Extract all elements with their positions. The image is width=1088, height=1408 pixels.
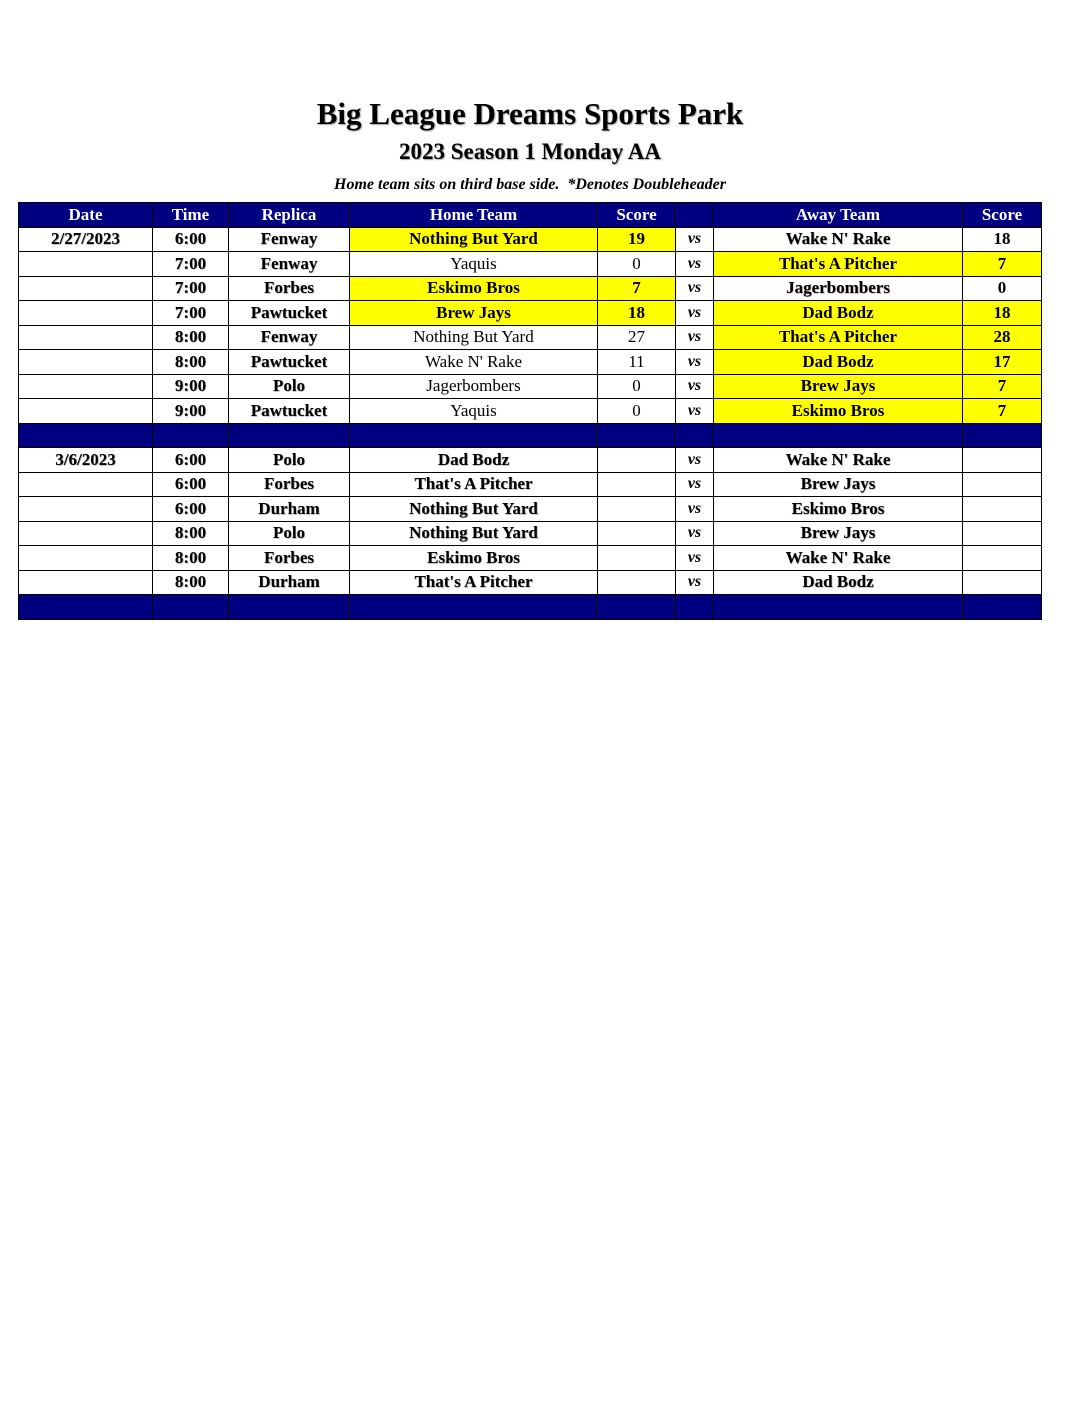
home-team: Eskimo Bros (350, 546, 598, 571)
home-team: Nothing But Yard (350, 521, 598, 546)
home-score: 19 (598, 227, 676, 252)
home-score (598, 472, 676, 497)
away-score: 18 (963, 301, 1042, 326)
vs-label: vs (676, 497, 714, 522)
away-score (963, 472, 1042, 497)
separator-cell (598, 595, 676, 620)
away-score: 7 (963, 374, 1042, 399)
game-date (19, 521, 153, 546)
game-time: 6:00 (153, 497, 229, 522)
separator-cell (350, 595, 598, 620)
away-team: Eskimo Bros (714, 399, 963, 424)
game-row (19, 325, 1042, 350)
home-score: 0 (598, 399, 676, 424)
date-separator-row (19, 595, 1042, 620)
home-score (598, 570, 676, 595)
home-score (598, 521, 676, 546)
home-team: Jagerbombers (350, 374, 598, 399)
vs-label: vs (676, 325, 714, 350)
separator-cell (676, 423, 714, 448)
game-date (19, 399, 153, 424)
game-row (19, 227, 1042, 252)
game-time: 8:00 (153, 570, 229, 595)
page-title: Big League Dreams Sports Park (316, 96, 744, 131)
col-header-date: Date (19, 203, 153, 228)
separator-cell (350, 423, 598, 448)
home-team: Yaquis (350, 399, 598, 424)
home-score: 7 (598, 276, 676, 301)
home-score: 18 (598, 301, 676, 326)
game-row (19, 399, 1042, 424)
home-team: Nothing But Yard (350, 325, 598, 350)
game-date (19, 325, 153, 350)
away-score (963, 497, 1042, 522)
game-time: 7:00 (153, 276, 229, 301)
game-row (19, 350, 1042, 375)
vs-label: vs (676, 374, 714, 399)
vs-label: vs (676, 350, 714, 375)
col-header-vs (676, 203, 714, 228)
field-replica: Fenway (229, 325, 350, 350)
away-team: That's A Pitcher (714, 252, 963, 277)
separator-cell (714, 423, 963, 448)
game-time: 7:00 (153, 252, 229, 277)
game-date (19, 472, 153, 497)
away-score (963, 521, 1042, 546)
separator-cell (19, 595, 153, 620)
away-team: Dad Bodz (714, 350, 963, 375)
separator-cell (229, 423, 350, 448)
game-date (19, 276, 153, 301)
game-row (19, 252, 1042, 277)
game-row (19, 521, 1042, 546)
game-time: 9:00 (153, 399, 229, 424)
vs-label: vs (676, 472, 714, 497)
away-score: 28 (963, 325, 1042, 350)
home-score: 0 (598, 374, 676, 399)
home-score (598, 497, 676, 522)
away-team: Brew Jays (714, 472, 963, 497)
away-team: That's A Pitcher (714, 325, 963, 350)
date-separator-row (19, 423, 1042, 448)
vs-label: vs (676, 448, 714, 473)
vs-label: vs (676, 301, 714, 326)
game-row (19, 301, 1042, 326)
game-time: 8:00 (153, 325, 229, 350)
away-team: Wake N' Rake (714, 546, 963, 571)
game-row (19, 276, 1042, 301)
vs-label: vs (676, 521, 714, 546)
field-replica: Fenway (229, 227, 350, 252)
game-row (19, 374, 1042, 399)
game-row (19, 546, 1042, 571)
field-replica: Fenway (229, 252, 350, 277)
away-score (963, 546, 1042, 571)
away-score: 17 (963, 350, 1042, 375)
col-header-away-score: Score (963, 203, 1042, 228)
away-score: 7 (963, 399, 1042, 424)
away-score: 7 (963, 252, 1042, 277)
game-date (19, 350, 153, 375)
separator-cell (963, 423, 1042, 448)
game-time: 7:00 (153, 301, 229, 326)
game-time: 6:00 (153, 472, 229, 497)
field-replica: Polo (229, 521, 350, 546)
separator-cell (714, 595, 963, 620)
game-date: 2/27/2023 (19, 227, 153, 252)
home-team: Wake N' Rake (350, 350, 598, 375)
col-header-home-score: Score (598, 203, 676, 228)
col-header-away-team: Away Team (714, 203, 963, 228)
game-date (19, 374, 153, 399)
vs-label: vs (676, 570, 714, 595)
away-team: Brew Jays (714, 374, 963, 399)
game-date: 3/6/2023 (19, 448, 153, 473)
separator-cell (153, 595, 229, 620)
home-score (598, 546, 676, 571)
game-date (19, 570, 153, 595)
separator-cell (676, 595, 714, 620)
separator-cell (19, 423, 153, 448)
game-date (19, 301, 153, 326)
col-header-time: Time (153, 203, 229, 228)
home-team: That's A Pitcher (350, 472, 598, 497)
game-time: 8:00 (153, 546, 229, 571)
away-team: Wake N' Rake (714, 227, 963, 252)
header-row (19, 203, 1042, 228)
away-team: Wake N' Rake (714, 448, 963, 473)
col-header-replica: Replica (229, 203, 350, 228)
home-team: Eskimo Bros (350, 276, 598, 301)
game-time: 8:00 (153, 521, 229, 546)
away-team: Dad Bodz (714, 301, 963, 326)
home-team: Yaquis (350, 252, 598, 277)
away-score: 18 (963, 227, 1042, 252)
game-row (19, 472, 1042, 497)
field-replica: Forbes (229, 546, 350, 571)
separator-cell (598, 423, 676, 448)
field-replica: Forbes (229, 276, 350, 301)
vs-label: vs (676, 546, 714, 571)
field-replica: Polo (229, 448, 350, 473)
game-row (19, 497, 1042, 522)
field-replica: Durham (229, 570, 350, 595)
vs-label: vs (676, 399, 714, 424)
home-team: Nothing But Yard (350, 497, 598, 522)
away-team: Dad Bodz (714, 570, 963, 595)
away-team: Brew Jays (714, 521, 963, 546)
away-team: Jagerbombers (714, 276, 963, 301)
home-score: 0 (598, 252, 676, 277)
home-team: Nothing But Yard (350, 227, 598, 252)
schedule-note: Home team sits on third base side. *Denotes Doubleheader (334, 176, 726, 193)
vs-label: vs (676, 252, 714, 277)
separator-cell (963, 595, 1042, 620)
field-replica: Pawtucket (229, 350, 350, 375)
schedule-body (19, 227, 1042, 619)
game-date (19, 252, 153, 277)
game-row (19, 570, 1042, 595)
game-date (19, 546, 153, 571)
vs-label: vs (676, 276, 714, 301)
field-replica: Pawtucket (229, 399, 350, 424)
game-time: 9:00 (153, 374, 229, 399)
season-subtitle: 2023 Season 1 Monday AA (399, 139, 661, 164)
separator-cell (153, 423, 229, 448)
home-score: 27 (598, 325, 676, 350)
game-time: 8:00 (153, 350, 229, 375)
away-score (963, 570, 1042, 595)
field-replica: Forbes (229, 472, 350, 497)
field-replica: Polo (229, 374, 350, 399)
home-score: 11 (598, 350, 676, 375)
game-time: 6:00 (153, 448, 229, 473)
game-date (19, 497, 153, 522)
col-header-home-team: Home Team (350, 203, 598, 228)
game-row (19, 448, 1042, 473)
vs-label: vs (676, 227, 714, 252)
home-score (598, 448, 676, 473)
home-team: Brew Jays (350, 301, 598, 326)
separator-cell (229, 595, 350, 620)
away-score (963, 448, 1042, 473)
schedule-table (18, 202, 1042, 620)
game-time: 6:00 (153, 227, 229, 252)
away-team: Eskimo Bros (714, 497, 963, 522)
field-replica: Pawtucket (229, 301, 350, 326)
home-team: Dad Bodz (350, 448, 598, 473)
field-replica: Durham (229, 497, 350, 522)
home-team: That's A Pitcher (350, 570, 598, 595)
away-score: 0 (963, 276, 1042, 301)
